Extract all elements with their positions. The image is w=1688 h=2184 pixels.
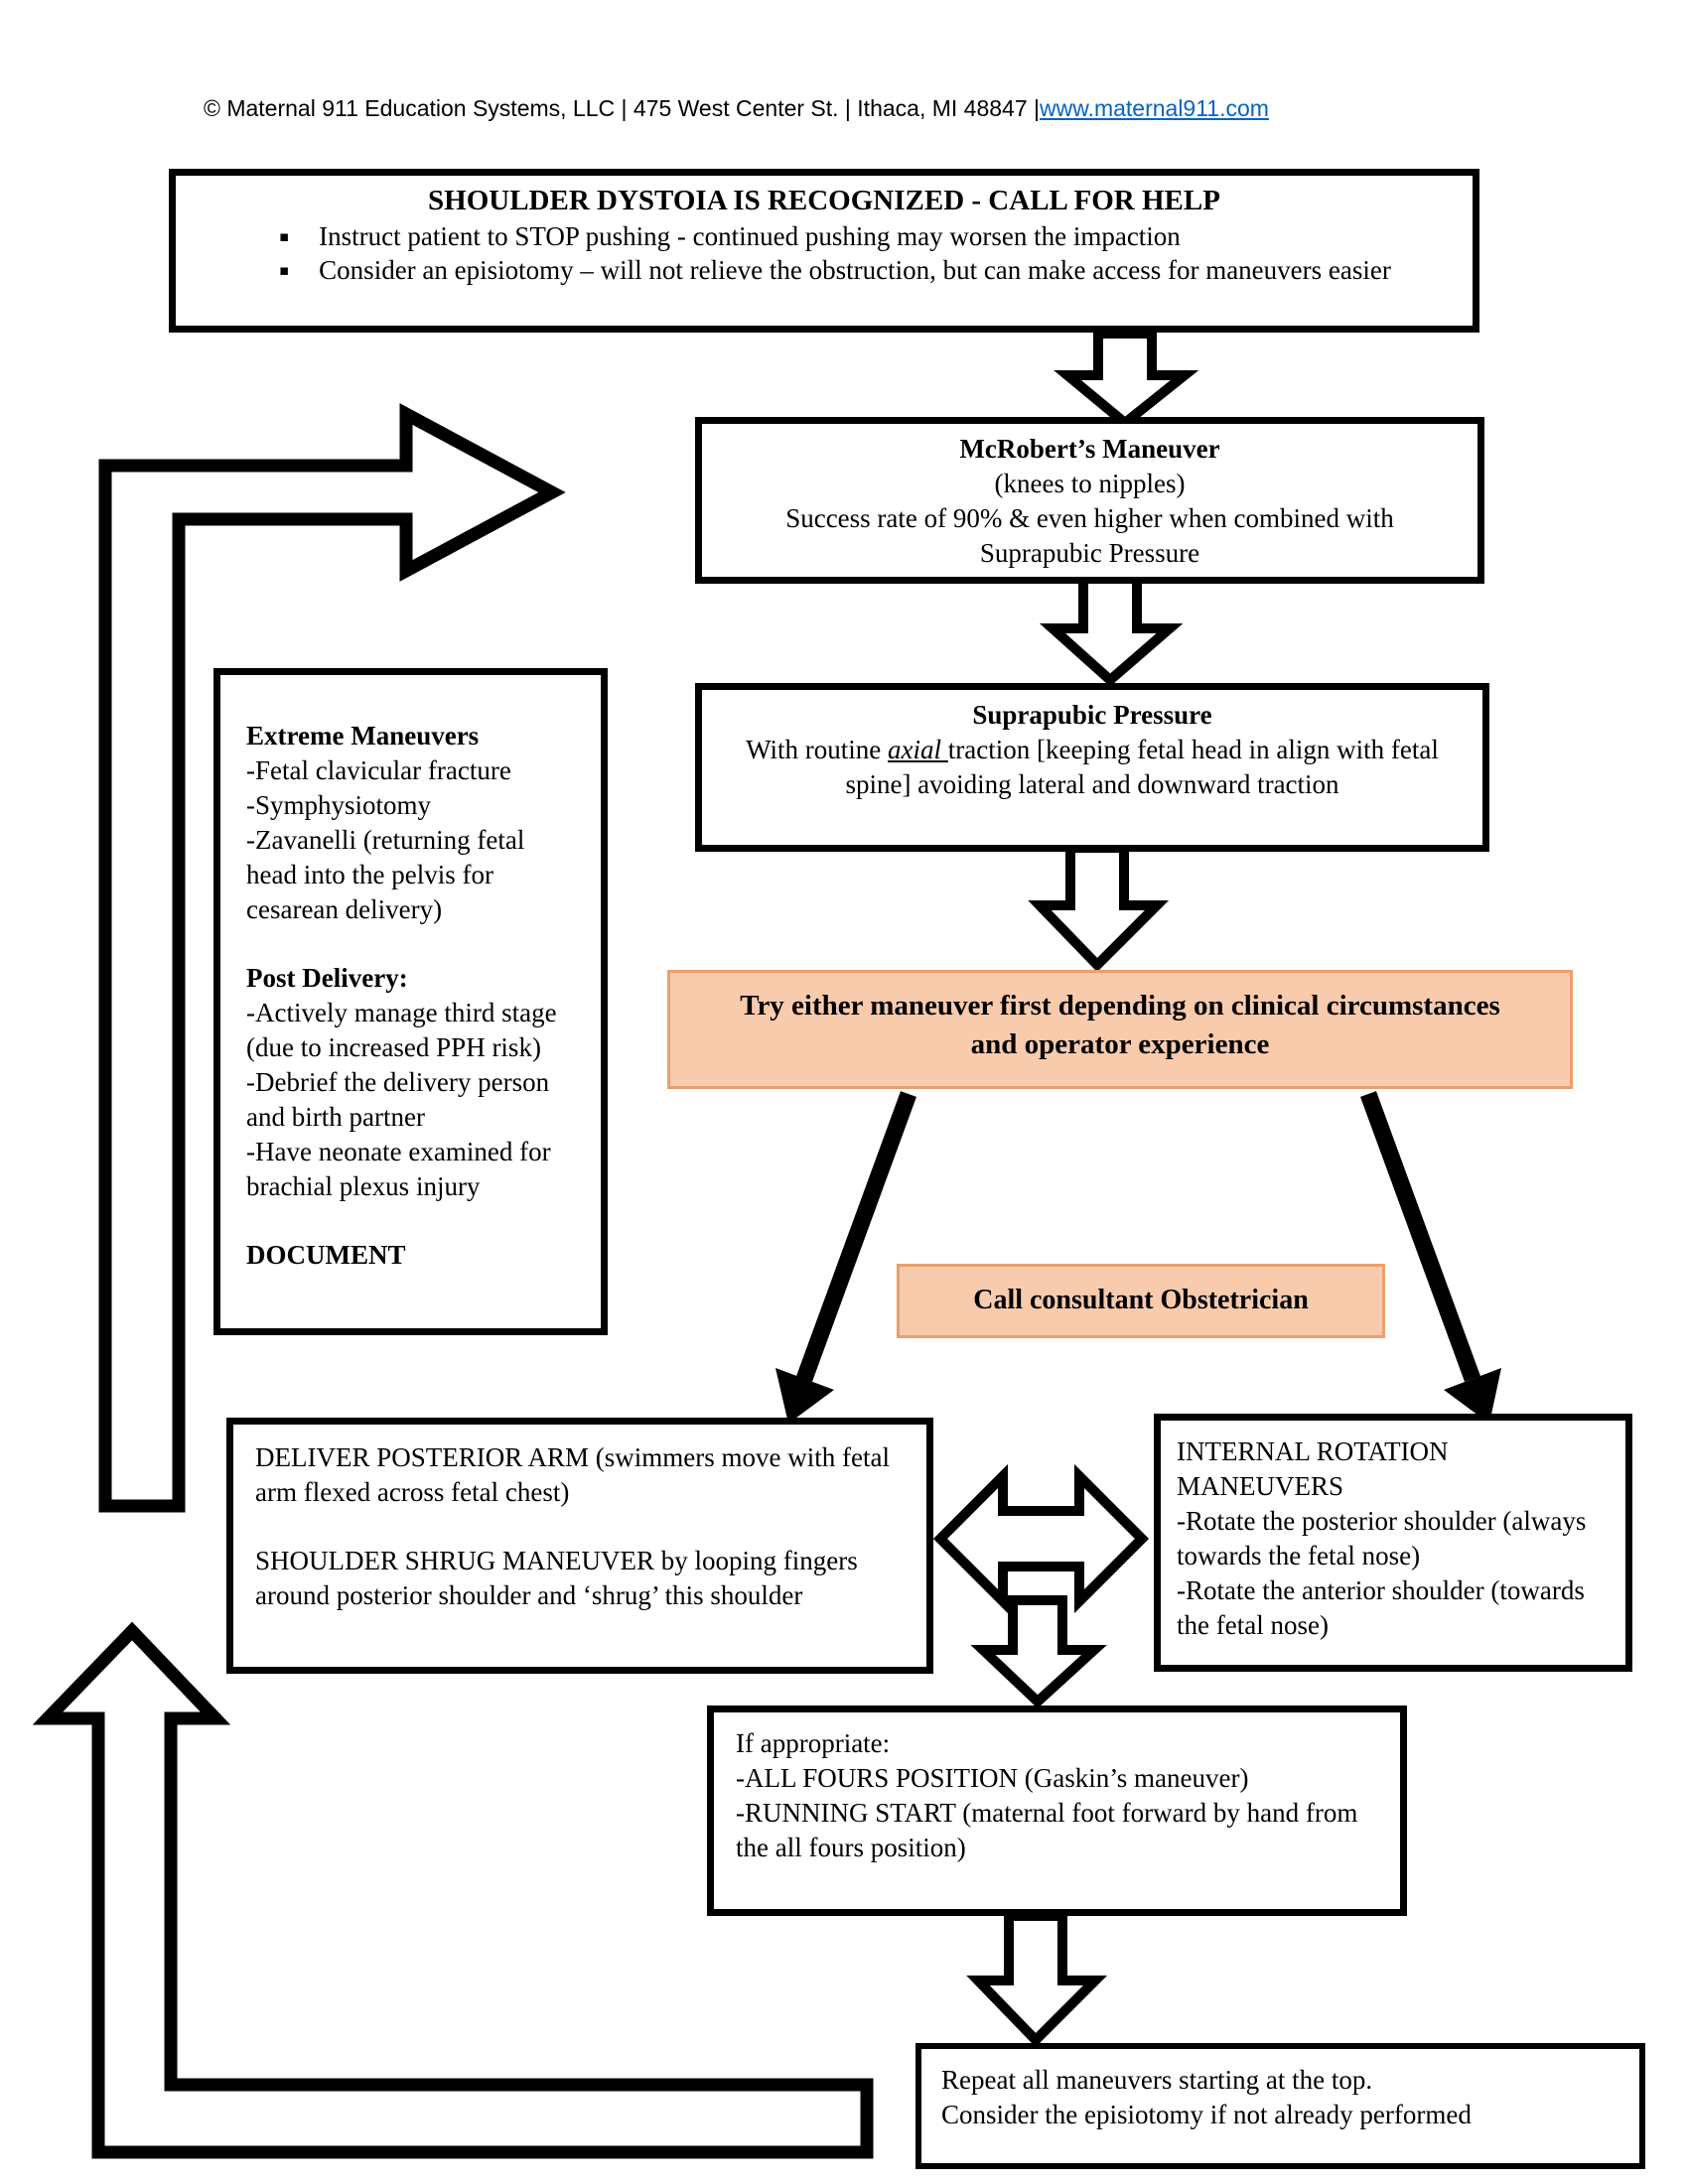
maternal911-link[interactable]: www.maternal911.com — [1040, 95, 1269, 121]
post-delivery-item: -Debrief the delivery person and birth partner — [246, 1067, 550, 1132]
spacer — [246, 927, 575, 961]
internal-rotation-line: -Rotate the anterior shoulder (towards the fetal nose) — [1177, 1575, 1585, 1640]
extreme-item: -Fetal clavicular fracture — [246, 755, 511, 785]
copyright-header — [204, 95, 1494, 122]
box-call-consultant — [897, 1264, 1385, 1338]
call-consultant-text: Call consultant Obstetrician — [973, 1285, 1309, 1315]
extreme-item: -Zavanelli (returning fetal head into the pelvis for cesarean delivery) — [246, 825, 525, 924]
arrow-down-1 — [1067, 334, 1185, 423]
arrow-diagonal-left — [804, 1094, 909, 1379]
extreme-title: Extreme Maneuvers — [246, 721, 480, 751]
recognized-bullet-2: ▪ Consider an episiotomy – will not relieve the obstruction, but can make access for maneuvers easier — [279, 255, 1391, 285]
mcroberts-body: Success rate of 90% & even higher when combined with Suprapubic Pressure — [785, 503, 1394, 568]
suprapubic-body-post: traction [keeping fetal head in align with fetal spine] avoiding lateral and downward traction — [845, 735, 1439, 799]
suprapubic-body-pre: With routine — [746, 735, 889, 764]
if-appropriate-line: -RUNNING START (maternal foot forward by hand from the all fours position) — [736, 1798, 1358, 1862]
post-delivery-item: -Have neonate examined for brachial plexus injury — [246, 1137, 551, 1201]
copyright-text: © Maternal 911 Education Systems, LLC | 475 West Center St. | Ithaca, MI 48847 | — [204, 95, 1040, 121]
recognized-title: SHOULDER DYSTOIA IS RECOGNIZED - CALL FOR HELP — [428, 185, 1220, 216]
post-delivery-title: Post Delivery: — [246, 963, 408, 993]
deliver-paragraph-1: DELIVER POSTERIOR ARM (swimmers move with fetal arm flexed across fetal chest) — [255, 1442, 890, 1507]
recognized-bullet-1: ▪ Instruct patient to STOP pushing - continued pushing may worsen the impaction — [279, 221, 1181, 251]
arrow-double-horizontal — [940, 1476, 1142, 1601]
mcroberts-title: McRobert’s Maneuver — [959, 434, 1220, 464]
bullet-square-icon: ▪ — [279, 227, 290, 245]
mcroberts-subtitle: (knees to nipples) — [994, 469, 1186, 498]
post-delivery-item: -Actively manage third stage (due to increased PPH risk) — [246, 998, 557, 1062]
box-if-appropriate — [707, 1706, 1407, 1916]
internal-rotation-line: -Rotate the posterior shoulder (always towards the fetal nose) — [1177, 1506, 1587, 1570]
if-appropriate-line: -ALL FOURS POSITION (Gaskin’s maneuver) — [736, 1763, 1249, 1793]
suprapubic-axial-term: axial — [888, 735, 948, 764]
suprapubic-body — [716, 733, 1469, 802]
if-appropriate-line: If appropriate: — [736, 1728, 891, 1758]
arrow-down-5 — [978, 1916, 1095, 2040]
document-label: DOCUMENT — [246, 1240, 406, 1270]
box-try-either-maneuver — [667, 970, 1573, 1089]
extreme-item: -Symphysiotomy — [246, 790, 432, 820]
arrow-down-2 — [1053, 578, 1170, 680]
box-suprapubic-pressure — [695, 683, 1489, 852]
box-mcroberts-maneuver — [695, 417, 1484, 584]
suprapubic-title: Suprapubic Pressure — [972, 700, 1212, 730]
spacer — [255, 1510, 905, 1544]
arrow-down-3 — [1040, 848, 1157, 965]
repeat-line-1: Repeat all maneuvers starting at the top. — [941, 2065, 1373, 2095]
arrow-down-4 — [983, 1600, 1094, 1702]
box-extreme-maneuvers — [213, 668, 608, 1335]
box-shoulder-dystocia-recognized — [169, 169, 1479, 333]
box-deliver-posterior-arm — [226, 1418, 933, 1674]
deliver-paragraph-2: SHOULDER SHRUG MANEUVER by looping fingers around posterior shoulder and ‘shrug’ this shoulder — [255, 1546, 858, 1610]
box-internal-rotation — [1154, 1414, 1632, 1672]
spacer — [246, 1204, 575, 1238]
repeat-line-2: Consider the episiotomy if not already performed — [941, 2100, 1472, 2129]
bullet-square-icon: ▪ — [279, 261, 290, 279]
internal-rotation-line: INTERNAL ROTATION MANEUVERS — [1177, 1436, 1449, 1501]
box-repeat-maneuvers — [915, 2043, 1645, 2169]
try-either-text: Try either maneuver first depending on clinical circumstances and operator experience — [740, 990, 1500, 1060]
